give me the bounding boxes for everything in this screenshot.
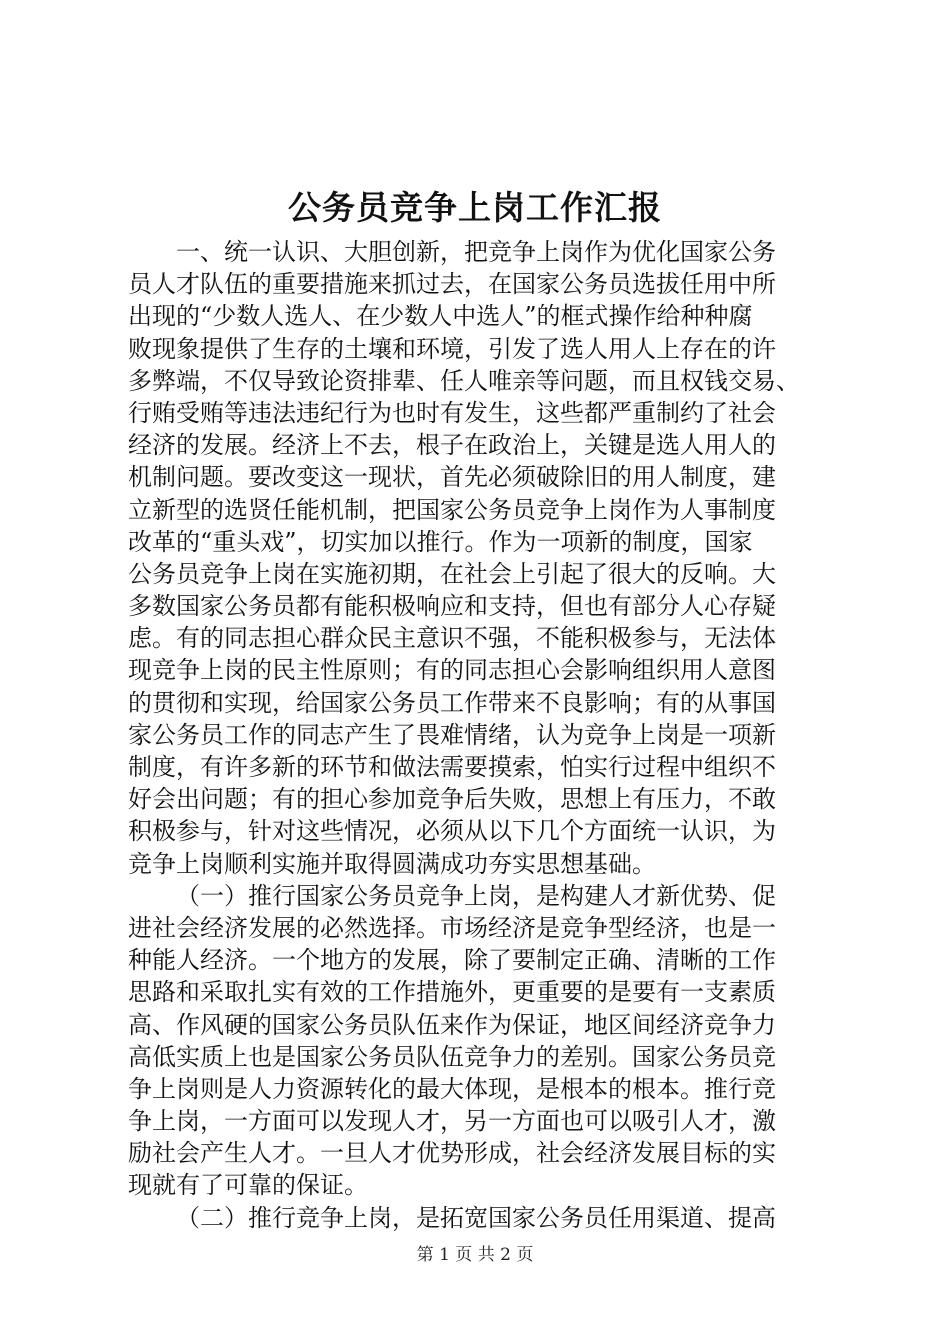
paragraph-line: 立新型的选贤任能机制，把国家公务员竞争上岗作为人事制度 (128, 495, 776, 524)
paragraph-line: 多数国家公务员都有能积极响应和支持，但也有部分人心存疑 (128, 592, 776, 621)
paragraph-line: 竞争上岗顺利实施并取得圆满成功夯实思想基础。 (128, 849, 656, 878)
paragraph-line: 种能人经济。一个地方的发展，除了要制定正确、清晰的工作 (128, 946, 776, 975)
paragraph-line: 高、作风硬的国家公务员队伍来作为保证，地区间经济竞争力 (128, 1010, 776, 1039)
paragraph-line: 改革的“重头戏”，切实加以推行。作为一项新的制度，国家 (128, 527, 753, 556)
paragraph-line: 败现象提供了生存的土壤和环境，引发了选人用人上存在的许 (128, 334, 776, 363)
page-footer: 第 1 页 共 2 页 (416, 1245, 534, 1265)
paragraph-line: 虑。有的同志担心群众民主意识不强，不能积极参与，无法体 (128, 624, 776, 653)
paragraph-line: 行贿受贿等违法违纪行为也时有发生，这些都严重制约了社会 (128, 398, 776, 427)
paragraph-line: 高低实质上也是国家公务员队伍竞争力的差别。国家公务员竞 (128, 1042, 776, 1071)
paragraph-line: 争上岗则是人力资源转化的最大体现，是根本的根本。推行竞 (128, 1074, 776, 1103)
paragraph-line: 经济的发展。经济上不去，根子在政治上，关键是选人用人的 (128, 431, 776, 460)
paragraph-line: 的贯彻和实现，给国家公务员工作带来不良影响；有的从事国 (128, 688, 776, 717)
paragraph-line: 争上岗，一方面可以发现人才，另一方面也可以吸引人才，激 (128, 1107, 776, 1136)
paragraph-line: 公务员竞争上岗在实施初期，在社会上引起了很大的反响。大 (128, 559, 776, 588)
paragraph-line: 思路和采取扎实有效的工作措施外，更重要的是要有一支素质 (128, 978, 776, 1007)
paragraph-line: 多弊端，不仅导致论资排辈、任人唯亲等问题，而且权钱交易、 (128, 366, 800, 395)
paragraph-line: 现竞争上岗的民主性原则；有的同志担心会影响组织用人意图 (128, 656, 776, 685)
paragraph-line: 积极参与，针对这些情况，必须从以下几个方面统一认识，为 (128, 817, 776, 846)
document-body (128, 236, 838, 1234)
paragraph-line: 好会出问题；有的担心参加竞争后失败，思想上有压力，不敢 (128, 785, 776, 814)
paragraph-line: 家公务员工作的同志产生了畏难情绪，认为竞争上岗是一项新 (128, 720, 776, 749)
paragraph-line: 一、统一认识、大胆创新，把竞争上岗作为优化国家公务 (176, 238, 776, 266)
paragraph-line: （一）推行国家公务员竞争上岗，是构建人才新优势、促 (176, 881, 776, 910)
paragraph-line: 机制问题。要改变这一现状，首先必须破除旧的用人制度，建 (128, 463, 776, 492)
paragraph-line: 出现的“少数人选人、在少数人中选人”的框式操作给种种腐 (128, 302, 753, 331)
paragraph-line: 现就有了可靠的保证。 (128, 1171, 368, 1200)
paragraph-line: 制度，有许多新的环节和做法需要摸索，怕实行过程中组织不 (128, 753, 776, 781)
paragraph-line: 进社会经济发展的必然选择。市场经济是竞争型经济，也是一 (128, 913, 776, 942)
document-title: 公务员竞争上岗工作汇报 (288, 188, 662, 227)
paragraph-line: 励社会产生人才。一旦人才优势形成，社会经济发展目标的实 (128, 1139, 776, 1168)
paragraph-line: （二）推行竞争上岗，是拓宽国家公务员任用渠道、提高 (176, 1203, 776, 1232)
paragraph-line: 员人才队伍的重要措施来抓过去，在国家公务员选拔任用中所 (128, 270, 776, 299)
